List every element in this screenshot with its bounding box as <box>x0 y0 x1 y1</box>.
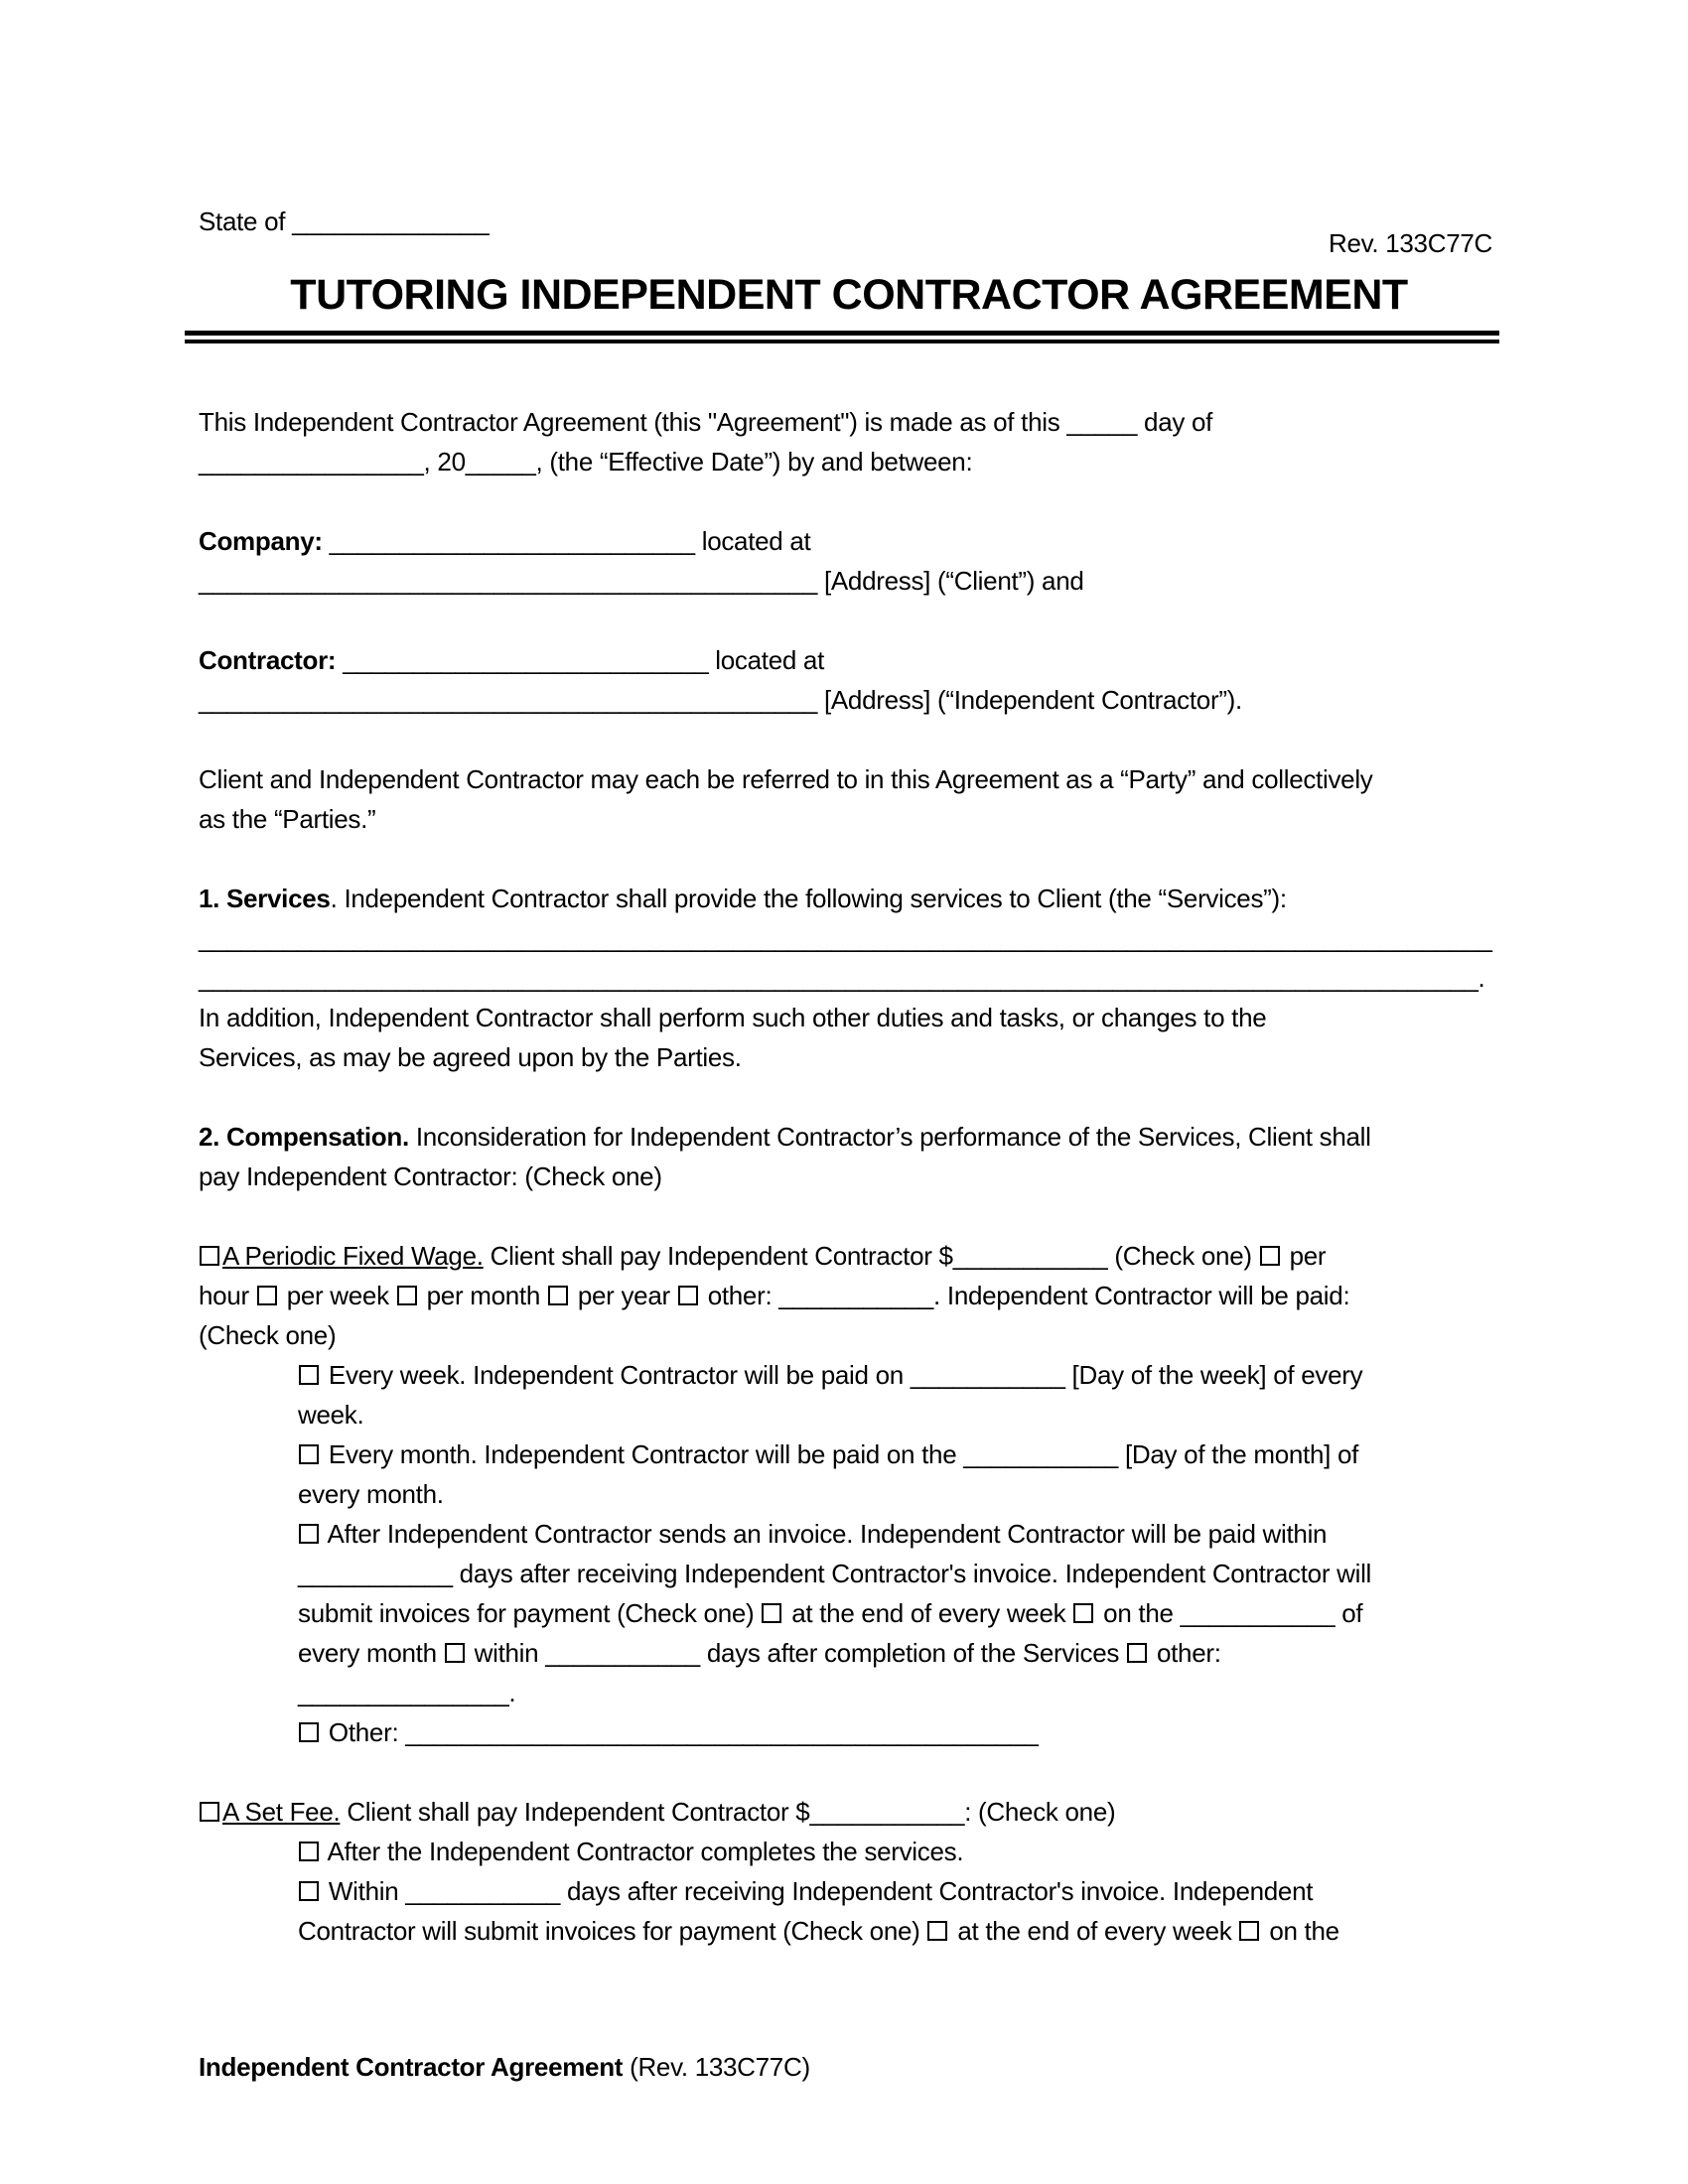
services-heading: 1. Services <box>199 884 331 913</box>
every-month-text: Every month. Independent Contractor will be paid on the ___________ [Day of the month] of <box>322 1439 1359 1469</box>
fee-on-the-label: on the <box>1262 1916 1339 1946</box>
periodic-wage-line-1 <box>199 1236 1499 1276</box>
document-body <box>199 402 1499 1951</box>
compensation-line-2: pay Independent Contractor: (Check one) <box>199 1161 662 1191</box>
option-every-week-line-2: week. <box>298 1400 364 1430</box>
fee-after-completion-text: After the Independent Contractor completes the services. <box>322 1837 964 1866</box>
invoice-within-label: within ___________ days after completion of the Services <box>467 1638 1127 1668</box>
invoice-other-label: other: <box>1150 1638 1221 1668</box>
company-address-line: ____________________________________________ [Address] (“Client”) and <box>199 566 1084 596</box>
other-rate-label: other: ___________. Independent Contractor will be paid: <box>700 1281 1350 1310</box>
per-hour-label: hour <box>199 1281 256 1310</box>
contractor-blank: __________________________ located at <box>336 645 825 675</box>
checkbox-other-payment[interactable] <box>299 1722 319 1742</box>
per-year-label: per year <box>570 1281 677 1310</box>
services-blank-line-2: ___________________________________________________________________________________________. <box>199 963 1485 993</box>
checkbox-fee-on-the[interactable] <box>1239 1921 1259 1941</box>
contractor-paragraph <box>199 640 1499 720</box>
periodic-wage-text-1: Client shall pay Independent Contractor $___________ (Check one) <box>483 1241 1259 1271</box>
checkbox-fee-after-completion[interactable] <box>299 1842 319 1861</box>
services-heading-rest: . Independent Contractor shall provide the following services to Client (the “Services”): <box>330 884 1287 913</box>
compensation-heading-line <box>199 1117 1499 1157</box>
checkbox-invoice-within[interactable] <box>445 1643 465 1663</box>
option-after-invoice-line-2: ___________ days after receiving Independent Contractor's invoice. Independent Contractor will <box>298 1559 1372 1588</box>
per-month-label: per month <box>419 1281 547 1310</box>
title-double-rule <box>185 331 1499 343</box>
company-label: Company: <box>199 526 323 556</box>
company-blank: __________________________ located at <box>322 526 811 556</box>
fee-within-text-2: Contractor will submit invoices for payment (Check one) <box>298 1916 927 1946</box>
periodic-wage-line-3: (Check one) <box>199 1320 337 1350</box>
set-fee-underlined-label: A Set Fee. <box>222 1797 341 1827</box>
checkbox-per-year[interactable] <box>548 1286 568 1305</box>
compensation-heading-rest: Inconsideration for Independent Contractor’s performance of the Services, Client shall <box>408 1122 1371 1152</box>
company-line-1 <box>199 521 1499 561</box>
contractor-address-line: ____________________________________________ [Address] (“Independent Contractor”). <box>199 685 1242 715</box>
fee-within-text-1: Within ___________ days after receiving Independent Contractor's invoice. Independent <box>322 1876 1314 1906</box>
checkbox-set-fee[interactable] <box>200 1802 219 1822</box>
option-every-week-line-1 <box>298 1355 1499 1395</box>
contractor-label: Contractor: <box>199 645 337 675</box>
checkbox-every-week[interactable] <box>299 1365 319 1385</box>
checkbox-after-invoice[interactable] <box>299 1524 319 1544</box>
periodic-wage-text-2: per <box>1282 1241 1327 1271</box>
option-fee-within-line-2 <box>298 1911 1499 1951</box>
checkbox-invoice-on-the[interactable] <box>1073 1603 1093 1623</box>
services-line-3: In addition, Independent Contractor shall perform such other duties and tasks, or changes to the <box>199 1003 1267 1032</box>
option-after-completion-line <box>298 1832 1499 1871</box>
set-fee-line-1 <box>199 1792 1499 1832</box>
every-week-text: Every week. Independent Contractor will be paid on ___________ [Day of the week] of every <box>322 1360 1363 1390</box>
contractor-line-1 <box>199 640 1499 680</box>
per-week-label: per week <box>279 1281 396 1310</box>
revision-label: Rev. 133C77C <box>1328 228 1492 258</box>
option-every-month-line-2: every month. <box>298 1479 444 1509</box>
parties-line-1: Client and Independent Contractor may each be referred to in this Agreement as a “Party” and collectively <box>199 764 1373 794</box>
option-every-month-line-1 <box>298 1434 1499 1474</box>
after-invoice-text-3: submit invoices for payment (Check one) <box>298 1598 762 1628</box>
checkbox-per-hour[interactable] <box>1260 1246 1280 1266</box>
set-fee-option <box>199 1792 1499 1951</box>
fee-end-of-week-label: at the end of every week <box>950 1916 1239 1946</box>
other-payment-text: Other: _____________________________________________ <box>322 1717 1039 1747</box>
checkbox-fee-within[interactable] <box>299 1881 319 1901</box>
compensation-heading: 2. Compensation. <box>199 1122 409 1152</box>
intro-paragraph <box>199 402 1499 481</box>
checkbox-periodic-fixed-wage[interactable] <box>200 1246 219 1266</box>
state-of-line: State of ______________ <box>199 206 490 236</box>
services-blank-line-1: ____________________________________________________________________________________________ <box>199 923 1492 953</box>
parties-paragraph <box>199 759 1499 839</box>
intro-line-2: ________________, 20_____, (the “Effective Date”) by and between: <box>199 447 973 477</box>
periodic-wage-underlined-label: A Periodic Fixed Wage. <box>222 1241 484 1271</box>
checkbox-other-rate[interactable] <box>678 1286 698 1305</box>
option-other-payment-line <box>298 1712 1499 1752</box>
invoice-end-of-week-label: at the end of every week <box>784 1598 1073 1628</box>
option-after-invoice-line-1 <box>298 1514 1499 1554</box>
checkbox-every-month[interactable] <box>299 1444 319 1464</box>
checkbox-per-week[interactable] <box>257 1286 277 1305</box>
services-section <box>199 879 1499 1077</box>
compensation-section <box>199 1117 1499 1196</box>
services-heading-line <box>199 879 1499 918</box>
after-invoice-text-4: every month <box>298 1638 444 1668</box>
set-fee-text-1: Client shall pay Independent Contractor $___________: (Check one) <box>340 1797 1116 1827</box>
services-line-4: Services, as may be agreed upon by the Parties. <box>199 1042 742 1072</box>
option-after-invoice-line-3 <box>298 1593 1499 1633</box>
periodic-wage-line-2 <box>199 1276 1499 1315</box>
page-title: TUTORING INDEPENDENT CONTRACTOR AGREEMENT <box>290 271 1408 319</box>
checkbox-invoice-end-of-week[interactable] <box>762 1603 781 1623</box>
page-footer <box>199 2047 810 2087</box>
footer-revision: (Rev. 133C77C) <box>623 2052 810 2082</box>
footer-title: Independent Contractor Agreement <box>199 2052 624 2082</box>
invoice-on-the-label: on the ___________ of <box>1096 1598 1363 1628</box>
option-after-invoice-line-5: _______________. <box>298 1678 516 1707</box>
after-invoice-text-1: After Independent Contractor sends an invoice. Independent Contractor will be paid within <box>322 1519 1328 1549</box>
checkbox-per-month[interactable] <box>397 1286 417 1305</box>
periodic-fixed-wage-option <box>199 1236 1499 1752</box>
checkbox-invoice-other[interactable] <box>1127 1643 1147 1663</box>
company-paragraph <box>199 521 1499 601</box>
parties-line-2: as the “Parties.” <box>199 804 376 834</box>
option-fee-within-line-1 <box>298 1871 1499 1911</box>
intro-line-1: This Independent Contractor Agreement (this "Agreement") is made as of this _____ day of <box>199 407 1213 437</box>
option-after-invoice-line-4 <box>298 1633 1499 1673</box>
checkbox-fee-end-of-week[interactable] <box>927 1921 947 1941</box>
